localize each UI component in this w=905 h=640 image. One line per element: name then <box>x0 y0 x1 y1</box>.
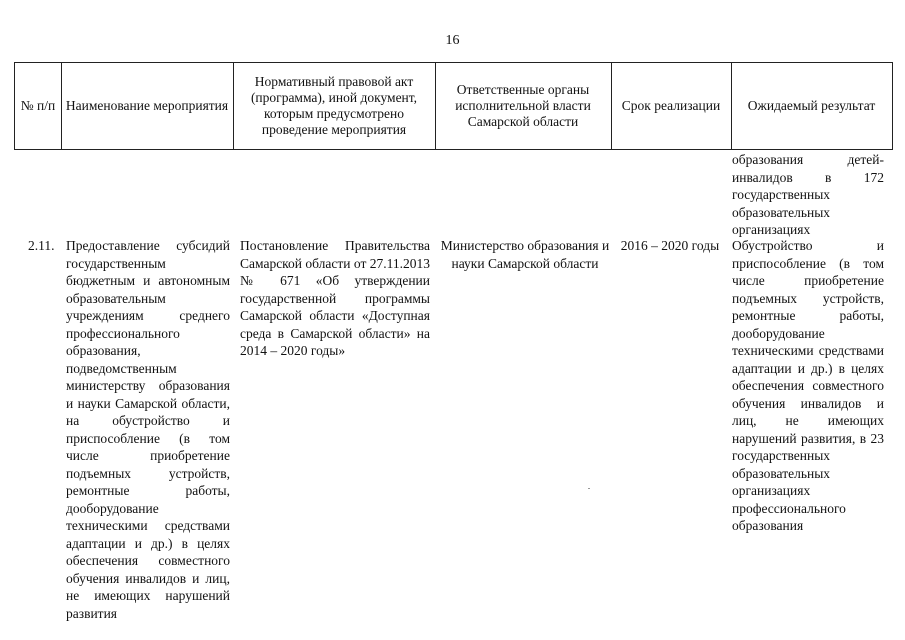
header-num: № п/п <box>20 98 56 113</box>
header-name: Наименование мероприятия <box>65 98 229 113</box>
measure-name: Предоставление субсидий государственным бюджетным и автономным образовательным учреждениям среднего профессионального образования, подведомственным министерству образования и науки Самарской области, на обустройство и приспособление (в том числе приобретение подъемных устройств, ремонтные работы, дооборудование техническими средствами адаптации и др.) в целях обеспечения совместного обучения инвалидов и лиц, не имеющих нарушений развития <box>66 238 230 621</box>
header-result: Ожидаемый результат <box>747 98 876 113</box>
table-header <box>14 62 893 150</box>
row-number: 2.11. <box>28 238 55 253</box>
header-act: Нормативный правовой акт (программа), иной документ, которым предусмотрено проведение мероприятия <box>250 74 418 137</box>
page-number: 16 <box>445 33 460 48</box>
responsible-body: Министерство образования и науки Самарской области <box>440 238 610 271</box>
header-term: Срок реализации <box>621 98 721 113</box>
scan-speck <box>588 488 590 489</box>
header-org: Ответственные органы исполнительной власти Самарской области <box>455 82 591 129</box>
expected-result: Обустройство и приспособление (в том числе приобретение подъемных устройств, ремонтные работы, дооборудование техническими средствами адаптации и др.) в целях обеспечения совместного обучения инвалидов и лиц, не имеющих нарушений развития, в 23 государственных образовательных организациях профессионального образования <box>732 238 884 533</box>
implementation-period: 2016 – 2020 годы <box>620 238 720 253</box>
legal-act: Постановление Правительства Самарской области от 27.11.2013 № 671 «Об утверждении государственной программы Самарской области «Доступная среда в Самарской области» на 2014 – 2020 годы» <box>240 238 431 358</box>
continuation-result: образования детей-инвалидов в 172 государственных образовательных организациях <box>732 152 884 237</box>
